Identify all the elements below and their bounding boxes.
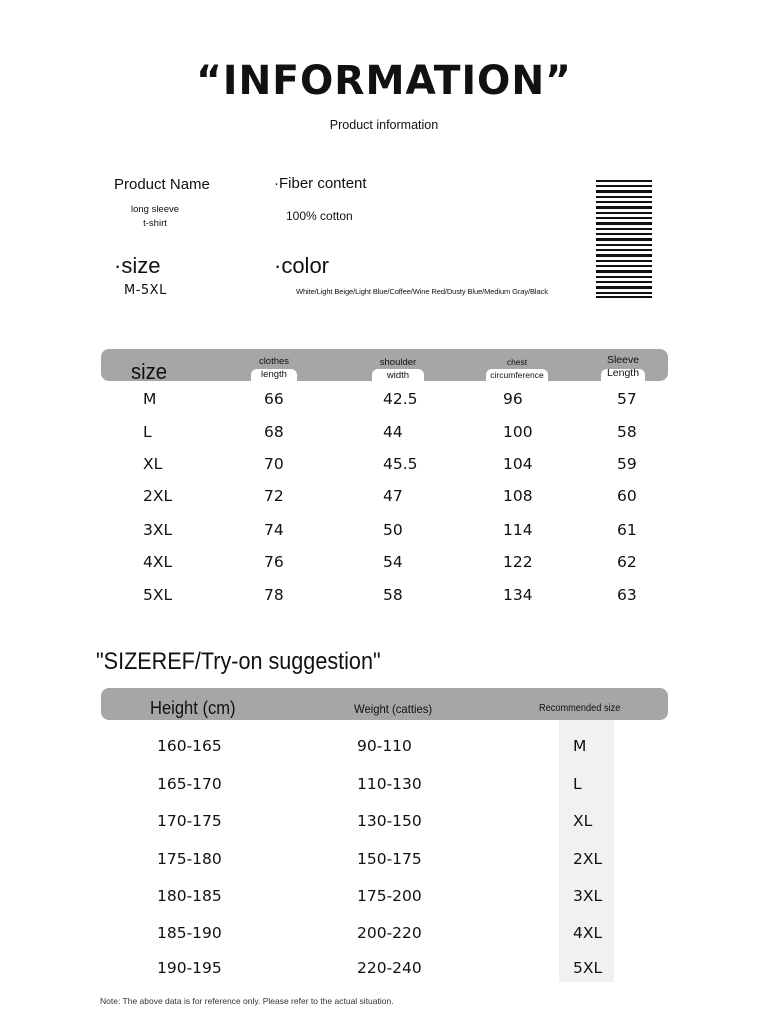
shoulder-col-header bbox=[366, 356, 430, 382]
chest-cell: 96 bbox=[503, 390, 523, 408]
size-label: ·size bbox=[114, 253, 161, 278]
length-cell: 78 bbox=[264, 586, 284, 604]
chest-cell: 114 bbox=[503, 521, 533, 539]
height-col-header: Height (cm) bbox=[150, 698, 236, 718]
length-cell: 66 bbox=[264, 390, 284, 408]
length-col-header bbox=[244, 355, 304, 381]
chest-cell: 122 bbox=[503, 553, 533, 571]
sleeve-cell: 59 bbox=[617, 455, 637, 473]
shoulder-cell: 44 bbox=[383, 423, 403, 441]
recommended-col-header: Recommended size bbox=[539, 703, 621, 714]
sleeve-cell: 57 bbox=[617, 390, 637, 408]
chest-cell: 134 bbox=[503, 586, 533, 604]
shoulder-cell: 50 bbox=[383, 521, 403, 539]
height-cell: 165-170 bbox=[157, 775, 222, 793]
length-cell: 68 bbox=[264, 423, 284, 441]
size-range-value: M-5XL bbox=[124, 283, 167, 298]
fiber-content-label: ·Fiber content bbox=[274, 175, 367, 192]
product-name-line1: long sleeve bbox=[130, 204, 180, 215]
shoulder-header-line1: shoulder bbox=[379, 357, 417, 368]
shoulder-cell: 58 bbox=[383, 586, 403, 604]
chest-cell: 100 bbox=[503, 423, 533, 441]
chest-cell: 108 bbox=[503, 487, 533, 505]
recommended-size-cell: XL bbox=[573, 812, 593, 830]
weight-col-header: Weight (catties) bbox=[354, 702, 433, 716]
recommended-size-cell: 5XL bbox=[573, 959, 603, 977]
height-cell: 175-180 bbox=[157, 850, 222, 868]
size-suggestion-title: "SIZEREF/Try-on suggestion" bbox=[96, 648, 381, 675]
size-col-header: size bbox=[131, 359, 167, 384]
page-subtitle: Product information bbox=[329, 118, 439, 132]
size-cell: 5XL bbox=[143, 586, 173, 604]
recommended-size-cell: 3XL bbox=[573, 887, 603, 905]
length-cell: 70 bbox=[264, 455, 284, 473]
sleeve-cell: 61 bbox=[617, 521, 637, 539]
weight-cell: 110-130 bbox=[357, 775, 422, 793]
chest-cell: 104 bbox=[503, 455, 533, 473]
length-cell: 74 bbox=[264, 521, 284, 539]
product-name-label: Product Name bbox=[114, 176, 210, 193]
recommended-size-cell: 4XL bbox=[573, 924, 603, 942]
shoulder-header-line2: width bbox=[386, 370, 410, 381]
recommended-size-cell: M bbox=[573, 737, 587, 755]
length-cell: 76 bbox=[264, 553, 284, 571]
sleeve-cell: 58 bbox=[617, 423, 637, 441]
length-header-line1: clothes bbox=[258, 356, 290, 367]
size-cell: M bbox=[143, 390, 157, 408]
recommended-size-cell: L bbox=[573, 775, 582, 793]
sleeve-header-line2: Length bbox=[606, 367, 640, 379]
height-cell: 190-195 bbox=[157, 959, 222, 977]
weight-cell: 175-200 bbox=[357, 887, 422, 905]
barcode-icon bbox=[596, 180, 652, 298]
color-label: ·color bbox=[274, 253, 330, 278]
weight-cell: 220-240 bbox=[357, 959, 422, 977]
shoulder-cell: 45.5 bbox=[383, 455, 418, 473]
size-cell: 4XL bbox=[143, 553, 173, 571]
sleeve-cell: 60 bbox=[617, 487, 637, 505]
sleeve-cell: 62 bbox=[617, 553, 637, 571]
product-name-line2: t-shirt bbox=[143, 218, 167, 229]
height-cell: 180-185 bbox=[157, 887, 222, 905]
size-cell: 2XL bbox=[143, 487, 173, 505]
shoulder-cell: 47 bbox=[383, 487, 403, 505]
length-cell: 72 bbox=[264, 487, 284, 505]
sleeve-header-line1: Sleeve bbox=[606, 354, 640, 366]
size-cell: XL bbox=[143, 455, 163, 473]
fiber-content-value: 100% cotton bbox=[286, 209, 353, 223]
sleeve-cell: 63 bbox=[617, 586, 637, 604]
chest-header-line1: chest bbox=[506, 357, 528, 367]
shoulder-cell: 54 bbox=[383, 553, 403, 571]
weight-cell: 130-150 bbox=[357, 812, 422, 830]
shoulder-cell: 42.5 bbox=[383, 390, 418, 408]
weight-cell: 200-220 bbox=[357, 924, 422, 942]
product-name-value bbox=[120, 203, 190, 231]
height-cell: 170-175 bbox=[157, 812, 222, 830]
sleeve-col-header bbox=[594, 354, 652, 380]
weight-cell: 90-110 bbox=[357, 737, 412, 755]
length-header-line2: length bbox=[261, 369, 287, 380]
weight-cell: 150-175 bbox=[357, 850, 422, 868]
color-value: White/Light Beige/Light Blue/Coffee/Wine Red/Dusty Blue/Medium Gray/Black bbox=[296, 287, 548, 296]
chest-header-line2: circumference bbox=[490, 370, 544, 380]
disclaimer-note: Note: The above data is for reference only. Please refer to the actual situation. bbox=[100, 996, 394, 1006]
height-cell: 160-165 bbox=[157, 737, 222, 755]
chest-col-header bbox=[480, 356, 554, 382]
size-cell: 3XL bbox=[143, 521, 173, 539]
height-cell: 185-190 bbox=[157, 924, 222, 942]
recommended-size-cell: 2XL bbox=[573, 850, 603, 868]
page-title: “INFORMATION” bbox=[196, 58, 572, 104]
size-cell: L bbox=[143, 423, 152, 441]
